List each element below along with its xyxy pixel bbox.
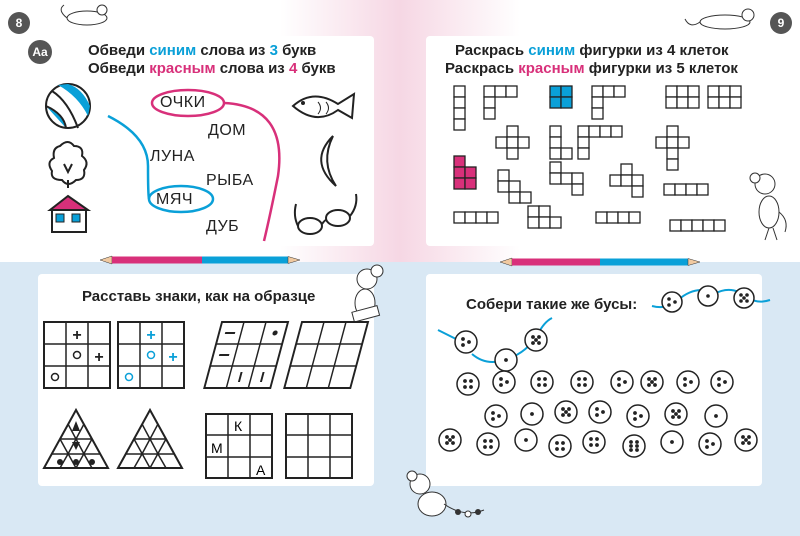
letters-badge: Aa: [28, 40, 52, 64]
text: Обведи: [88, 42, 150, 59]
mouse-standing-icon: [745, 172, 795, 242]
page-number-left: 8: [8, 12, 30, 34]
number-pink: 4: [288, 60, 298, 77]
letter-grid-empty: [286, 414, 352, 478]
text: фигурки из 5 клеток: [584, 60, 738, 77]
bead: [677, 371, 699, 393]
beads-sample: [652, 284, 772, 314]
polyomino-figure: [550, 126, 572, 159]
bead: [515, 429, 537, 451]
color-word-pink: красным: [149, 60, 216, 77]
letter-k: К: [234, 418, 243, 434]
polyomino-figure: [578, 126, 622, 159]
bead: [571, 371, 593, 393]
fish-icon: [293, 94, 354, 118]
polyomino-figure: [596, 212, 640, 223]
text: букв: [277, 42, 317, 59]
text: Раскрась: [445, 60, 519, 77]
beads-field: [426, 316, 766, 496]
polyomino-figure: [550, 162, 583, 195]
word-ryba: РЫБА: [206, 172, 254, 189]
polyomino-figure: [670, 220, 725, 231]
text: фигурки из 4 клеток: [575, 42, 729, 59]
ball-icon: [46, 84, 90, 128]
polyomino-figure: [592, 86, 625, 119]
bead: [735, 429, 757, 451]
bead: [439, 429, 461, 451]
bead: [705, 405, 727, 427]
word-myach: МЯЧ: [156, 191, 194, 208]
polyomino-figure: [708, 86, 741, 108]
bead: [627, 405, 649, 427]
text: букв: [297, 60, 336, 77]
signs-exercises: [40, 318, 370, 488]
text: Раскрась: [455, 42, 529, 59]
polyomino-figure: [484, 86, 517, 119]
mouse-sleeping-icon: [62, 0, 112, 30]
svg-text:+: +: [94, 349, 104, 366]
triangle-empty: [118, 410, 182, 468]
bead: [699, 433, 721, 455]
skew-grid-empty: [284, 322, 368, 388]
house-icon: [50, 196, 88, 232]
color-word-blue: синим: [528, 42, 576, 59]
bead: [641, 371, 663, 393]
skew-grid-sample: [204, 322, 288, 388]
bead: [477, 433, 499, 455]
bead: [549, 435, 571, 457]
bead: [495, 349, 517, 371]
mouse-lying-icon: [690, 4, 760, 34]
bead: [711, 371, 733, 393]
task4-title: Собери такие же бусы:: [466, 296, 638, 313]
task3-title: Расставь знаки, как на образце: [82, 288, 316, 305]
task1-instruction-line1: [88, 42, 316, 59]
text: Обведи: [88, 60, 150, 77]
sample-grid: [44, 322, 110, 388]
bead: [455, 331, 477, 353]
bead: [525, 329, 547, 351]
copy-grid: [118, 322, 184, 388]
color-word-blue: синим: [149, 42, 197, 59]
bead: [583, 431, 605, 453]
polyomino-figure: [498, 170, 531, 203]
bead: [531, 371, 553, 393]
polyomino-figure: [666, 86, 699, 108]
task2-instruction-line2: [445, 60, 738, 77]
bead: [661, 431, 683, 453]
glasses-icon: [295, 194, 357, 234]
letter-a: А: [256, 462, 266, 478]
bead: [485, 405, 507, 427]
task2-instruction-line1: [455, 42, 729, 59]
svg-text:+: +: [146, 327, 156, 344]
bead: [493, 371, 515, 393]
bead: [521, 403, 543, 425]
bead: [611, 371, 633, 393]
shapes-grid: [440, 80, 760, 250]
polyomino-figure: [454, 212, 498, 223]
polyomino-figure: [528, 206, 561, 228]
mouse-writing-icon: [345, 265, 395, 325]
task1-instruction-line2: [88, 60, 336, 77]
tree-icon: [49, 142, 86, 188]
word-dub: ДУБ: [206, 218, 240, 235]
polyomino-figure: [610, 164, 643, 197]
letter-m: М: [211, 440, 223, 456]
svg-text:+: +: [72, 327, 82, 344]
bead: [623, 435, 645, 457]
bead: [457, 373, 479, 395]
polyomino-figure: [656, 126, 689, 170]
polyomino-figure: [664, 184, 708, 195]
word-luna: ЛУНА: [150, 148, 195, 165]
page-number-right: 9: [770, 12, 792, 34]
triangle-sample: [44, 410, 108, 468]
moon-icon: [321, 136, 336, 186]
mouse-with-beads-icon: [404, 470, 494, 530]
blue-line: [108, 116, 149, 199]
word-dom: ДОМ: [208, 122, 247, 139]
bead: [555, 401, 577, 423]
pencil-divider-right: [500, 258, 700, 266]
svg-text:+: +: [168, 349, 178, 366]
polyomino-figure: [550, 86, 572, 108]
bead: [665, 403, 687, 425]
polyomino-figure: [496, 126, 529, 159]
color-word-pink: красным: [518, 60, 585, 77]
text: слова из: [196, 42, 270, 59]
text: слова из: [215, 60, 289, 77]
pencil-divider-left: [100, 256, 300, 264]
word-ochki: ОЧКИ: [160, 94, 206, 111]
bead: [589, 401, 611, 423]
number-blue: 3: [269, 42, 278, 59]
polyomino-figure: [454, 156, 476, 189]
polyomino-figure: [454, 86, 465, 130]
